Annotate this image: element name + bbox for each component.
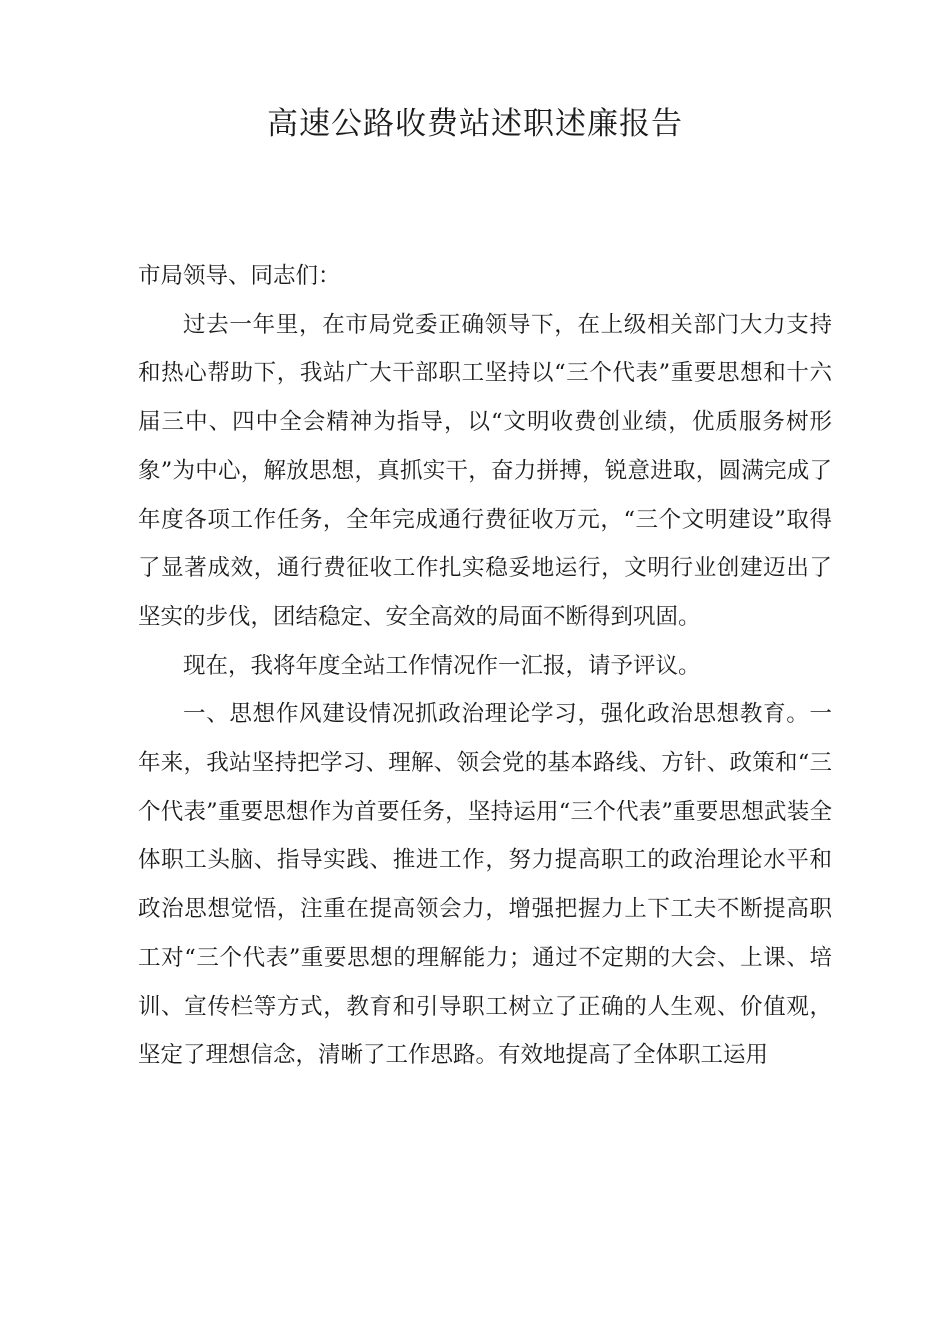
paragraph-intro: 过去一年里，在市局党委正确领导下，在上级相关部门大力支持和热心帮助下，我站广大干部职工坚持以“三个代表”重要思想和十六届三中、四中全会精神为指导，以“文明收费创业绩，优质服务树形象”为中心，解放思想，真抓实干，奋力拼搏，锐意进取，圆满完成了年度各项工作任务，全年完成通行费征收万元，“三个文明建设”取得了显著成效，通行费征收工作扎实稳妥地运行，文明行业创建迈出了坚实的步伐，团结稳定、安全高效的局面不断得到巩固。 [138, 311, 832, 630]
paragraph-section-one: 一、思想作风建设情况抓政治理论学习，强化政治思想教育。一年来，我站坚持把学习、理解、领会党的基本路线、方针、政策和“三个代表”重要思想作为首要任务，坚持运用“三个代表”重要思想武装全体职工头脑、指导实践、推进工作，努力提高职工的政治理论水平和政治思想觉悟，注重在提高领会力，增强把握力上下工夫不断提高职工对“三个代表”重要思想的理解能力；通过不定期的大会、上课、培训、宣传栏等方式，教育和引导职工树立了正确的人生观、价值观，坚定了理想信念，清晰了工作思路。有效地提高了全体职工运用 [138, 701, 832, 1069]
salutation: 市局领导、同志们： [138, 263, 341, 289]
document-body [138, 252, 832, 1080]
paragraph-report: 现在，我将年度全站工作情况作一汇报，请予评议。 [183, 652, 701, 679]
document-title: 高速公路收费站述职述廉报告 [267, 106, 683, 142]
